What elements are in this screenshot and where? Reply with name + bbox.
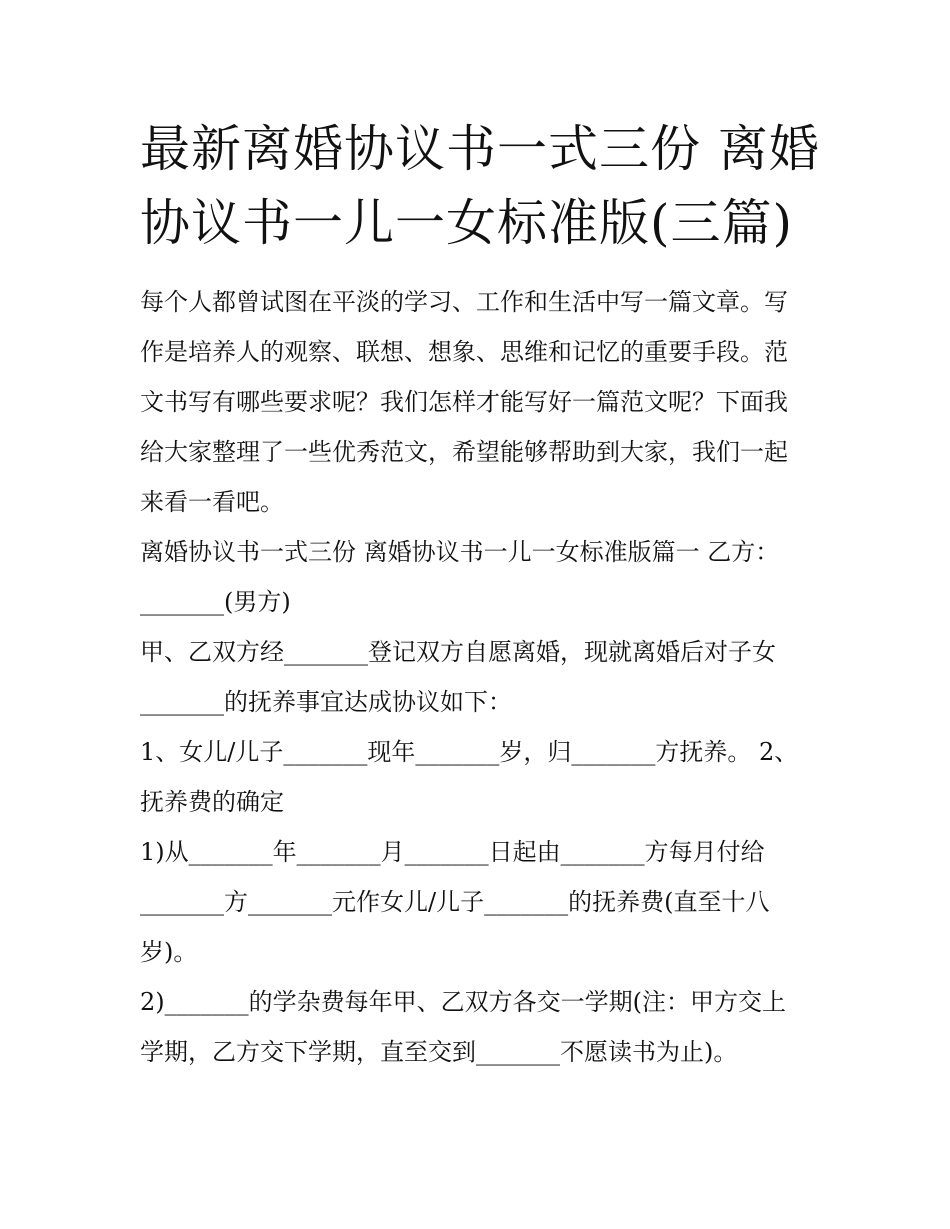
text-line: 离婚协议书一式三份 离婚协议书一儿一女标准版篇一 乙方： <box>140 538 780 566</box>
text-line: 作是培养人的观察、联想、想象、思维和记忆的重要手段。范 <box>140 338 788 366</box>
document-body <box>140 277 830 1077</box>
text-line: 每个人都曾试图在平淡的学习、工作和生活中写一篇文章。写 <box>140 288 788 316</box>
text-line: 岁)。 <box>140 938 198 966</box>
title-line: 协议书一儿一女标准版(三篇) <box>140 194 794 252</box>
text-line: 来看一看吧。 <box>140 488 284 516</box>
clause-1-paragraph <box>140 727 830 827</box>
text-line: _______方_______元作女儿/儿子_______的抚养费(直至十八 <box>140 888 770 916</box>
section-heading-paragraph <box>140 527 830 627</box>
clause-2-2-paragraph <box>140 977 830 1077</box>
text-line: 2)_______的学杂费每年甲、乙双方各交一学期(注：甲方交上 <box>140 988 786 1016</box>
intro-paragraph <box>140 277 830 527</box>
title-line: 最新离婚协议书一式三份 离婚 <box>140 120 820 178</box>
text-line: _______(男方) <box>140 588 291 616</box>
text-line: _______的抚养事宜达成协议如下： <box>140 688 512 716</box>
text-line: 给大家整理了一些优秀范文，希望能够帮助到大家，我们一起 <box>140 438 788 466</box>
text-line: 文书写有哪些要求呢？我们怎样才能写好一篇范文呢？下面我 <box>140 388 788 416</box>
text-line: 学期，乙方交下学期，直至交到_______不愿读书为止)。 <box>140 1038 738 1066</box>
text-line: 抚养费的确定 <box>140 788 284 816</box>
document-title <box>140 112 820 260</box>
agreement-preamble-paragraph <box>140 627 830 727</box>
text-line: 1)从_______年_______月_______日起由_______方每月付给 <box>140 838 765 866</box>
text-line: 甲、乙双方经_______登记双方自愿离婚，现就离婚后对子女 <box>140 638 776 666</box>
text-line: 1、女儿/儿子_______现年_______岁，归_______方抚养。 2、 <box>140 738 799 766</box>
clause-2-1-paragraph <box>140 827 830 977</box>
